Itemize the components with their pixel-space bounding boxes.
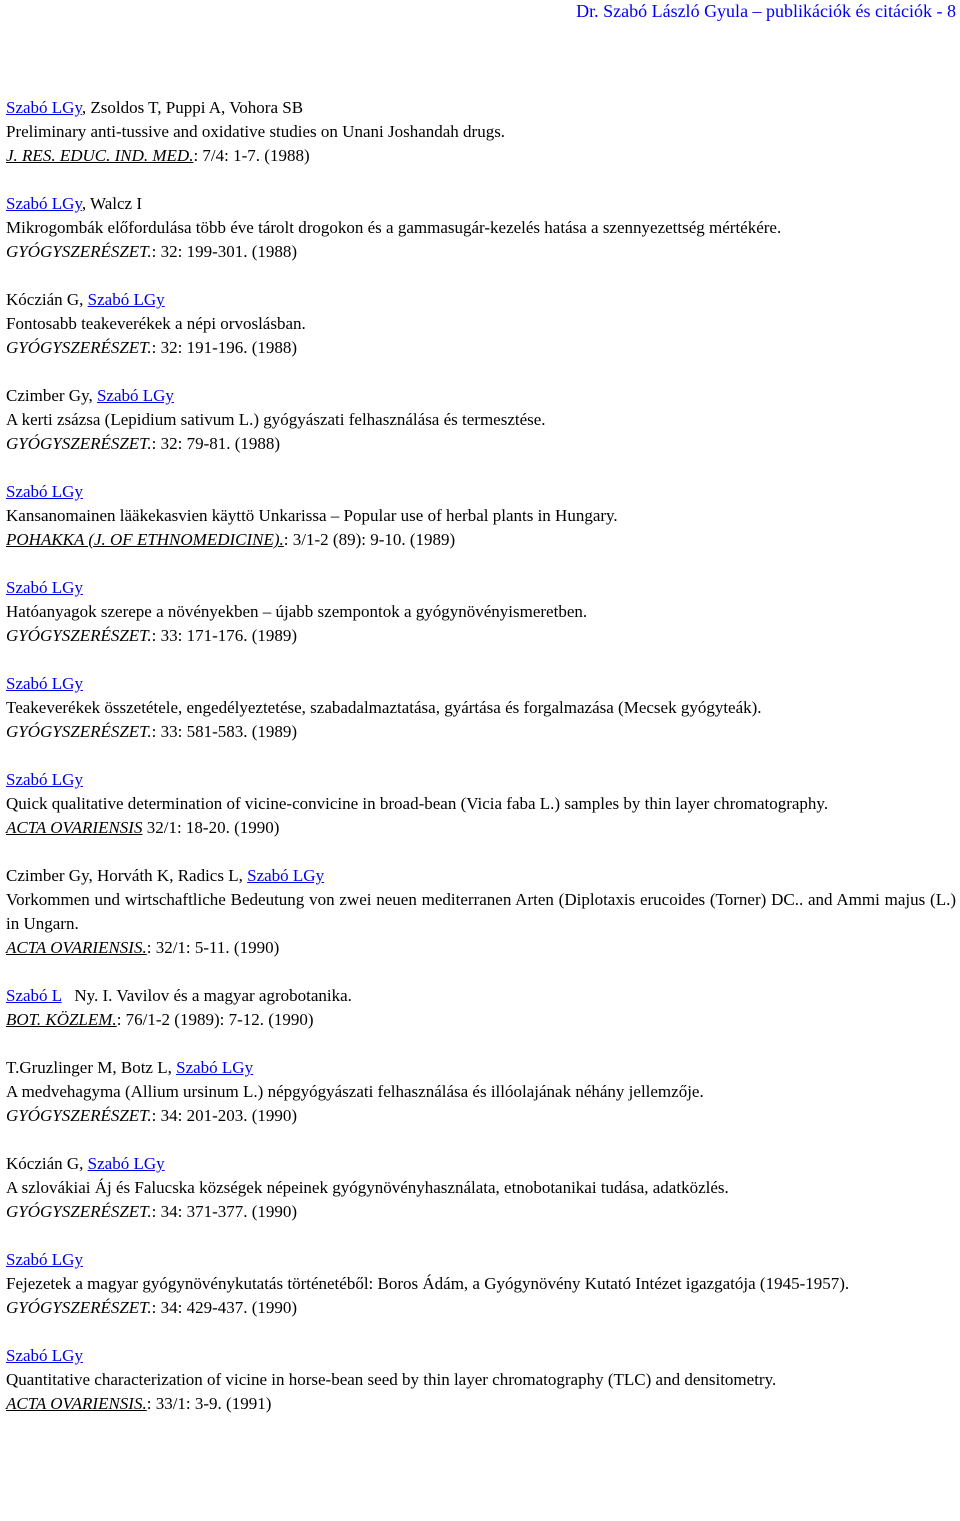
entry-citation — [6, 936, 956, 960]
publication-entry — [6, 864, 956, 960]
journal-name: GYÓGYSZERÉSZET. — [6, 1106, 152, 1125]
journal-name[interactable]: ACTA OVARIENSIS. — [6, 938, 147, 957]
author-link[interactable]: Szabó LGy — [176, 1058, 254, 1077]
citation-ref: : 34: 429-437. (1990) — [151, 1298, 298, 1317]
publication-entry — [6, 192, 956, 264]
header-title[interactable]: Dr. Szabó László Gyula – publikációk és citációk - — [576, 1, 943, 21]
entry-citation — [6, 1296, 956, 1320]
journal-name: GYÓGYSZERÉSZET. — [6, 434, 152, 453]
author-link[interactable]: Szabó LGy — [6, 194, 82, 213]
journal-name: GYÓGYSZERÉSZET. — [6, 1202, 152, 1221]
author-link[interactable]: Szabó LGy — [6, 482, 83, 501]
entry-authors — [6, 984, 956, 1008]
entry-authors — [6, 1152, 956, 1176]
publication-entry — [6, 480, 956, 552]
authors-suffix: Ny. I. Vavilov és a magyar agrobotanika. — [61, 986, 352, 1005]
publication-entry — [6, 1248, 956, 1320]
entry-title: Fejezetek a magyar gyógynövénykutatás történetéből: Boros Ádám, a Gyógynövény Kutató Intézet igazgatója (1945-1957). — [6, 1274, 850, 1293]
publication-entry — [6, 672, 956, 744]
entry-citation — [6, 528, 956, 552]
citation-ref: : 33: 581-583. (1989) — [151, 722, 298, 741]
citation-ref: : 33/1: 3-9. (1991) — [146, 1394, 272, 1413]
author-link[interactable]: Szabó LGy — [6, 1250, 83, 1269]
entry-authors — [6, 288, 956, 312]
journal-name[interactable]: POHAKKA (J. OF ETHNOMEDICINE). — [6, 530, 284, 549]
citation-ref: : 76/1-2 (1989): 7-12. (1990) — [116, 1010, 314, 1029]
entry-title: Teakeverékek összetétele, engedélyeztetése, szabadalmaztatása, gyártása és forgalmazása (Mecsek gyógyteák). — [6, 698, 762, 717]
journal-name: GYÓGYSZERÉSZET. — [6, 242, 152, 261]
entry-authors — [6, 768, 956, 792]
author-link[interactable]: Szabó LGy — [247, 866, 325, 885]
authors-prefix: Kóczián G, — [6, 1154, 88, 1173]
entry-title: Hatóanyagok szerepe a növényekben – újabb szempontok a gyógynövényismeretben. — [6, 602, 588, 621]
citation-ref: : 32/1: 5-11. (1990) — [146, 938, 280, 957]
authors-prefix: Czimber Gy, — [6, 386, 97, 405]
author-link[interactable]: Szabó LGy — [6, 674, 83, 693]
citation-ref: : 34: 371-377. (1990) — [151, 1202, 298, 1221]
authors-prefix: T.Gruzlinger M, Botz L, — [6, 1058, 177, 1077]
publication-entry — [6, 1056, 956, 1128]
entry-title: A medvehagyma (Allium ursinum L.) népgyógyászati felhasználása és illóolajának néhány jellemzője. — [6, 1082, 704, 1101]
publication-entry — [6, 1152, 956, 1224]
entry-title: Quantitative characterization of vicine in horse-bean seed by thin layer chromatography (TLC) and densitometry. — [6, 1370, 777, 1389]
entry-authors — [6, 1344, 956, 1368]
entry-title: A szlovákiai Áj és Falucska községek népeinek gyógynövényhasználata, etnobotanikai tudása, adatközlés. — [6, 1178, 729, 1197]
author-link[interactable]: Szabó LGy — [87, 1154, 165, 1173]
entry-citation — [6, 1392, 956, 1416]
publication-entry — [6, 288, 956, 360]
entry-authors — [6, 864, 956, 888]
entry-authors — [6, 576, 956, 600]
publication-entry — [6, 984, 956, 1032]
entry-citation — [6, 336, 956, 360]
authors-prefix: Czimber Gy, Horváth K, Radics L, — [6, 866, 248, 885]
entry-citation — [6, 1104, 956, 1128]
journal-name: GYÓGYSZERÉSZET. — [6, 722, 152, 741]
header-page-number[interactable]: 8 — [947, 1, 956, 21]
entry-title: A kerti zsázsa (Lepidium sativum L.) gyógyászati felhasználása és termesztése. — [6, 410, 546, 429]
entry-citation — [6, 240, 956, 264]
publication-list — [6, 96, 956, 1440]
citation-ref: : 34: 201-203. (1990) — [151, 1106, 298, 1125]
entry-citation — [6, 432, 956, 456]
entry-authors — [6, 1056, 956, 1080]
journal-name[interactable]: ACTA OVARIENSIS — [6, 818, 143, 837]
publication-entry — [6, 1344, 956, 1416]
author-link[interactable]: Szabó LGy — [87, 290, 165, 309]
journal-name: GYÓGYSZERÉSZET. — [6, 338, 152, 357]
entry-citation — [6, 1008, 956, 1032]
entry-authors — [6, 96, 956, 120]
journal-name[interactable]: ACTA OVARIENSIS. — [6, 1394, 147, 1413]
publication-entry — [6, 96, 956, 168]
authors-suffix: , Zsoldos T, Puppi A, Vohora SB — [81, 98, 304, 117]
publication-entry — [6, 384, 956, 456]
entry-title: Quick qualitative determination of vicine-convicine in broad-bean (Vicia faba L.) samples by thin layer chromatography. — [6, 794, 829, 813]
authors-prefix: Kóczián G, — [6, 290, 88, 309]
entry-authors — [6, 384, 956, 408]
author-link[interactable]: Szabó LGy — [96, 386, 174, 405]
entry-title: Vorkommen und wirtschaftliche Bedeutung von zwei neuen mediterranen Arten (Diplotaxis erucoides (Torner) DC.. and Ammi majus (L.) in Ungarn. — [6, 890, 956, 933]
entry-authors — [6, 480, 956, 504]
publication-entry — [6, 768, 956, 840]
entry-authors — [6, 1248, 956, 1272]
journal-name: GYÓGYSZERÉSZET. — [6, 1298, 152, 1317]
journal-name[interactable]: J. RES. EDUC. IND. MED. — [6, 146, 194, 165]
entry-citation — [6, 720, 956, 744]
entry-title: Mikrogombák előfordulása több éve tárolt drogokon és a gammasugár-kezelés hatása a szennyezettség mértékére. — [6, 218, 782, 237]
entry-citation — [6, 144, 956, 168]
entry-title: Fontosabb teakeverékek a népi orvoslásban. — [6, 314, 306, 333]
entry-title: Preliminary anti-tussive and oxidative studies on Unani Joshandah drugs. — [6, 122, 506, 141]
entry-authors — [6, 672, 956, 696]
author-link[interactable]: Szabó LGy — [6, 98, 82, 117]
authors-suffix: , Walcz I — [81, 194, 143, 213]
publication-entry — [6, 576, 956, 648]
citation-ref: : 32: 191-196. (1988) — [151, 338, 298, 357]
citation-ref: : 32: 199-301. (1988) — [151, 242, 298, 261]
citation-ref: : 3/1-2 (89): 9-10. (1989) — [283, 530, 456, 549]
entry-authors — [6, 192, 956, 216]
entry-title: Kansanomainen lääkekasvien käyttö Unkarissa – Popular use of herbal plants in Hungary. — [6, 506, 618, 525]
citation-ref: : 33: 171-176. (1989) — [151, 626, 298, 645]
entry-citation — [6, 1200, 956, 1224]
entry-citation — [6, 816, 956, 840]
journal-name[interactable]: BOT. KÖZLEM. — [6, 1010, 117, 1029]
author-link[interactable]: Szabó LGy — [6, 578, 83, 597]
author-link[interactable]: Szabó LGy — [6, 1346, 83, 1365]
journal-name: GYÓGYSZERÉSZET. — [6, 626, 152, 645]
page-header[interactable] — [576, 0, 956, 22]
citation-ref: 32/1: 18-20. (1990) — [142, 818, 280, 837]
citation-ref: : 32: 79-81. (1988) — [151, 434, 281, 453]
author-link[interactable]: Szabó L — [6, 986, 62, 1005]
entry-citation — [6, 624, 956, 648]
author-link[interactable]: Szabó LGy — [6, 770, 83, 789]
citation-ref: : 7/4: 1-7. (1988) — [193, 146, 310, 165]
